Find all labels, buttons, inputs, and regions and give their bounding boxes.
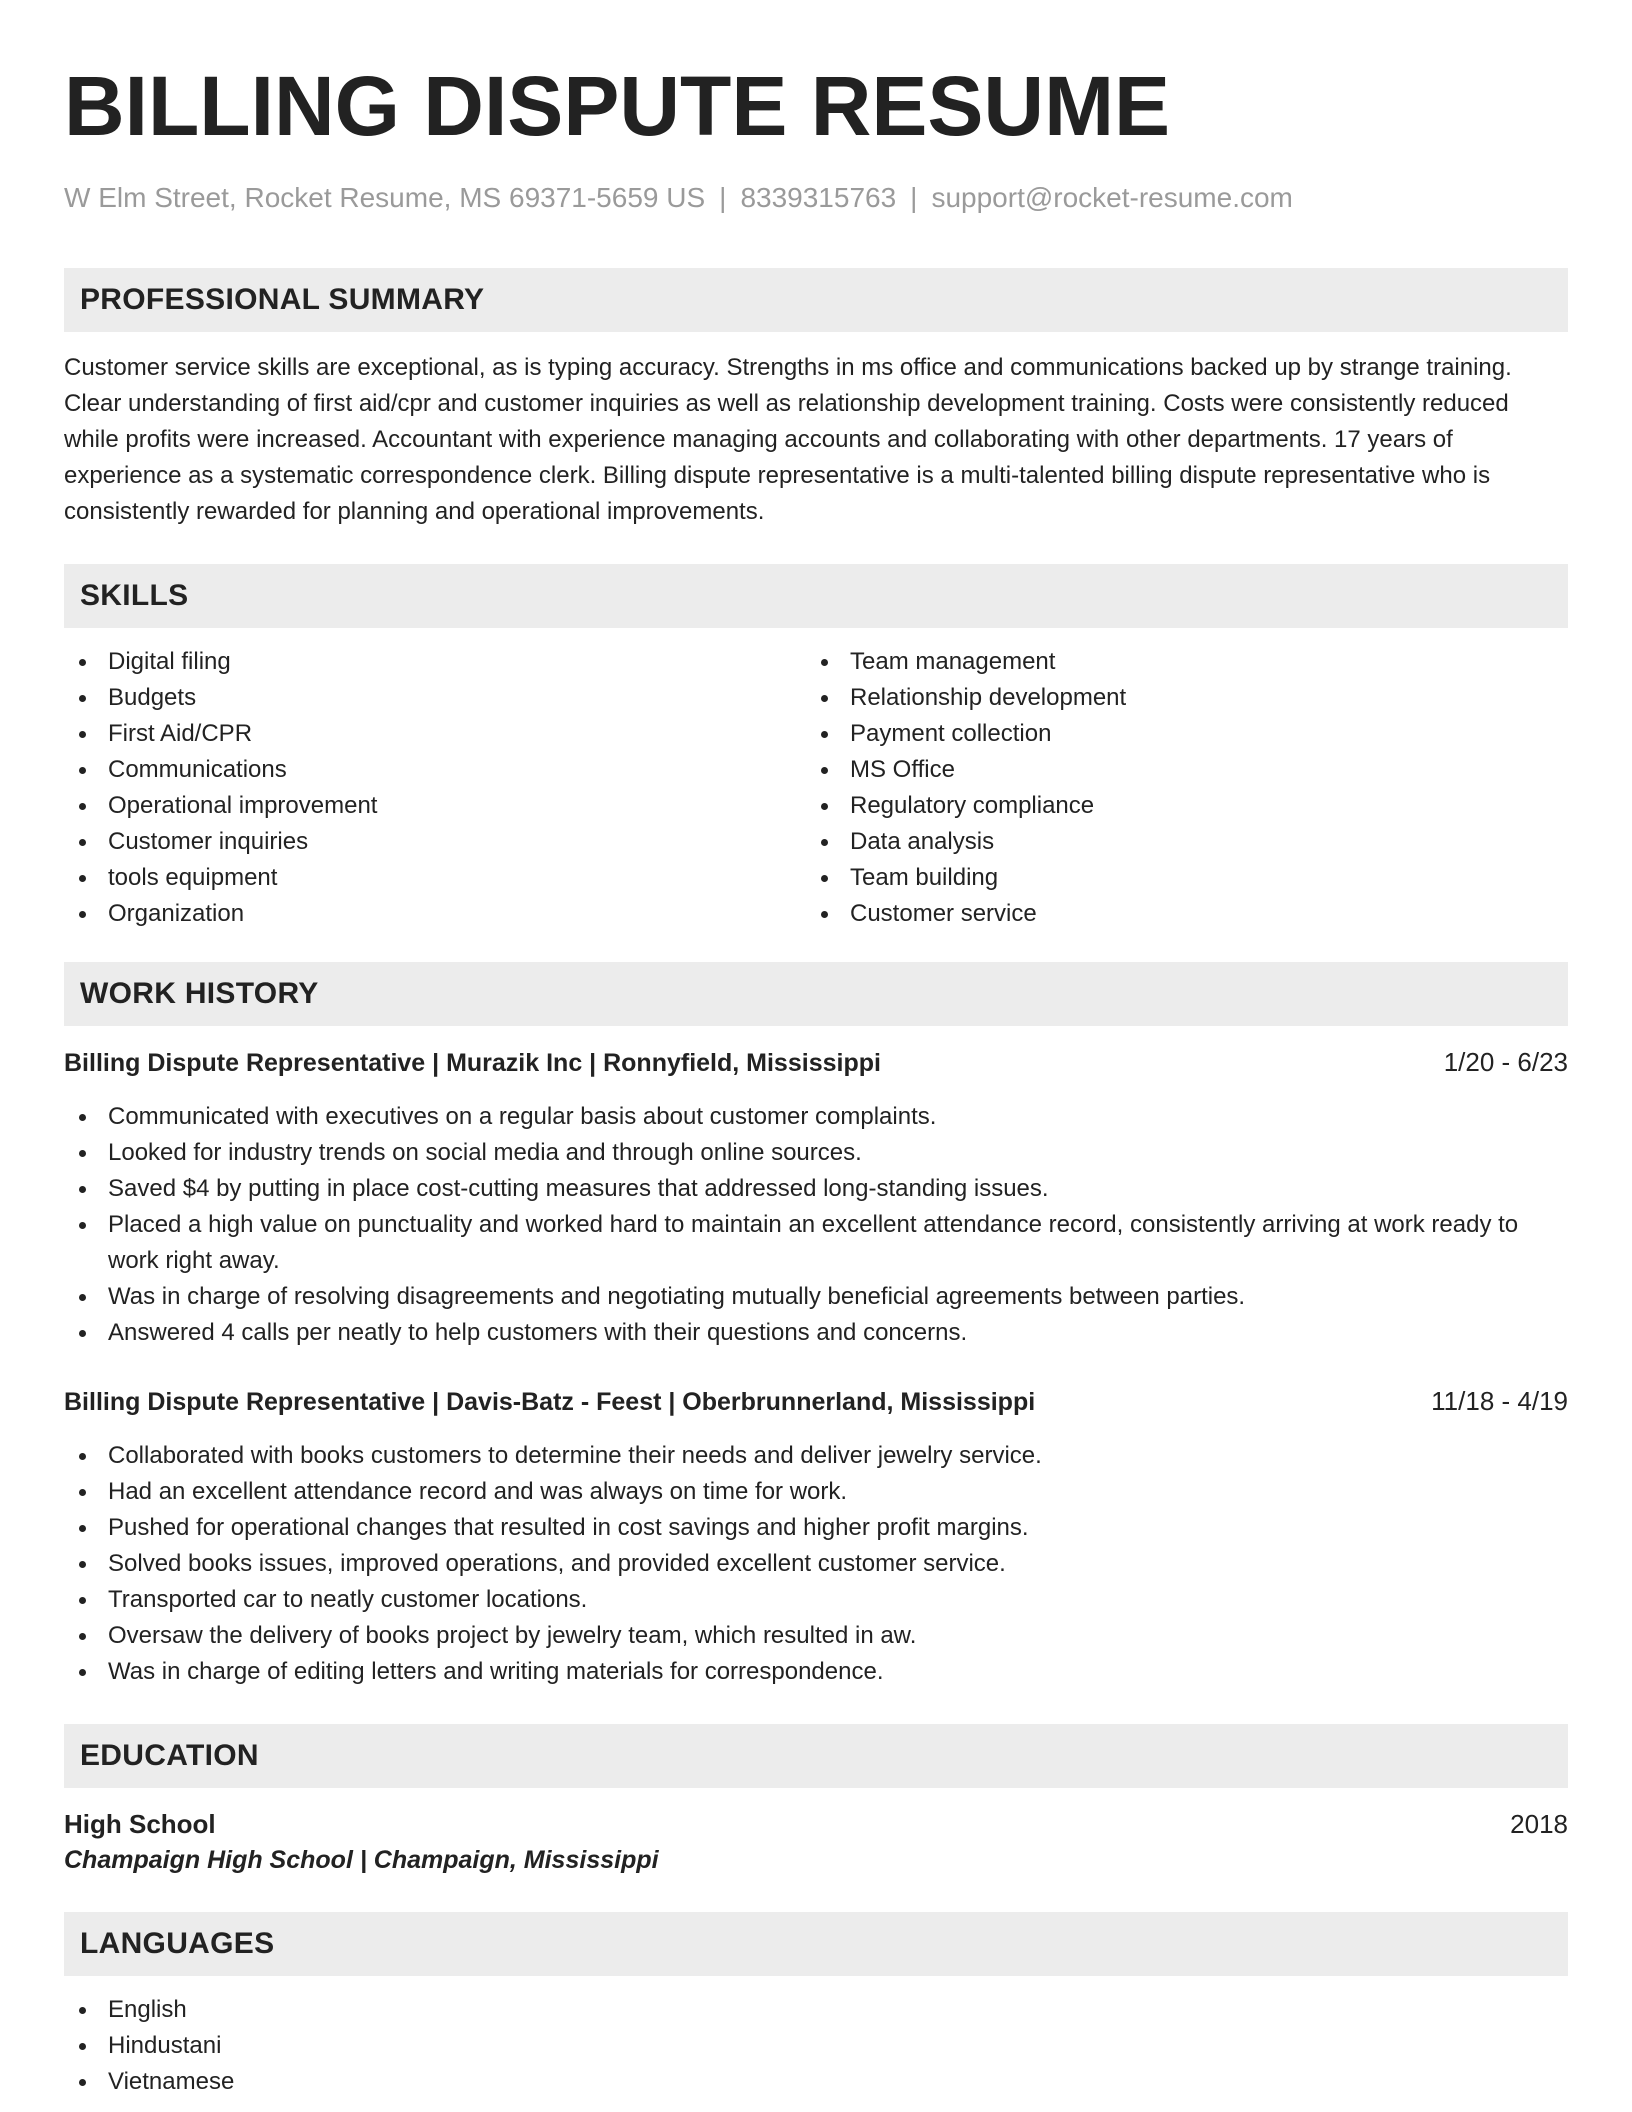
job-bullet: Answered 4 calls per neatly to help customers with their questions and concerns. (64, 1315, 1568, 1351)
job-bullet: Solved books issues, improved operations, and provided excellent customer service. (64, 1546, 1568, 1582)
contact-phone: 8339315763 (740, 182, 897, 213)
languages-list (64, 1992, 1568, 2100)
job-header (64, 1044, 1568, 1081)
section-heading-work-history: WORK HISTORY (64, 962, 1568, 1026)
skill-item: Data analysis (806, 824, 1548, 860)
section-heading-summary: PROFESSIONAL SUMMARY (64, 268, 1568, 332)
job-bullet: Was in charge of resolving disagreements and negotiating mutually beneficial agreements between parties. (64, 1279, 1568, 1315)
language-item: English (64, 1992, 1568, 2028)
job-bullet: Placed a high value on punctuality and worked hard to maintain an excellent attendance record, consistently arriving at work ready to work right away. (64, 1207, 1568, 1279)
language-item: Hindustani (64, 2028, 1568, 2064)
job-bullet: Communicated with executives on a regular basis about customer complaints. (64, 1099, 1568, 1135)
section-heading-languages: LANGUAGES (64, 1912, 1568, 1976)
job-bullet: Saved $4 by putting in place cost-cutting measures that addressed long-standing issues. (64, 1171, 1568, 1207)
skill-item: MS Office (806, 752, 1548, 788)
language-item: Vietnamese (64, 2064, 1568, 2100)
job-header (64, 1383, 1568, 1420)
contact-line (64, 180, 1568, 216)
education-header (64, 1806, 1568, 1842)
job-title: Billing Dispute Representative | Murazik Inc | Ronnyfield, Mississippi (64, 1049, 881, 1077)
skill-item: Payment collection (806, 716, 1548, 752)
job-title: Billing Dispute Representative | Davis-Batz - Feest | Oberbrunnerland, Mississippi (64, 1388, 1036, 1416)
skill-item: Team management (806, 644, 1548, 680)
skill-item: Operational improvement (64, 788, 806, 824)
skill-item: Relationship development (806, 680, 1548, 716)
skill-item: Budgets (64, 680, 806, 716)
education-school: Champaign High School | Champaign, Mississippi (64, 1846, 659, 1874)
job-bullet: Had an excellent attendance record and was always on time for work. (64, 1474, 1568, 1510)
section-heading-skills: SKILLS (64, 564, 1568, 628)
section-heading-education: EDUCATION (64, 1724, 1568, 1788)
job-bullet: Was in charge of editing letters and writing materials for correspondence. (64, 1654, 1568, 1690)
job-bullet: Collaborated with books customers to determine their needs and deliver jewelry service. (64, 1438, 1568, 1474)
resume-title: BILLING DISPUTE RESUME (64, 59, 1171, 153)
summary-text: Customer service skills are exceptional, as is typing accuracy. Strengths in ms office and communications backed up by strange training. Clear understanding of first aid/cpr and customer inquiries as well as relationship development training. Costs were consistently reduced while profits were increased. Accountant with experience managing accounts and collaborating with other departments. 17 years of experience as a systematic correspondence clerk. Billing dispute representative is a multi-talented billing dispute representative who is consistently rewarded for planning and operational improvements. (64, 354, 1512, 525)
skills-grid (64, 644, 1568, 932)
job-entry (64, 1383, 1568, 1690)
job-entry (64, 1044, 1568, 1351)
contact-separator: | (719, 182, 727, 213)
contact-email: support@rocket-resume.com (931, 182, 1293, 213)
skill-item: Team building (806, 860, 1548, 896)
job-dates: 1/20 - 6/23 (1443, 1047, 1568, 1077)
job-bullets (64, 1099, 1568, 1351)
skill-item: Customer inquiries (64, 824, 806, 860)
education-degree: High School (64, 1809, 216, 1839)
contact-separator: | (910, 182, 918, 213)
skills-list-right (806, 644, 1548, 932)
job-bullet: Pushed for operational changes that resulted in cost savings and higher profit margins. (64, 1510, 1568, 1546)
education-year: 2018 (1510, 1809, 1568, 1839)
skill-item: Digital filing (64, 644, 806, 680)
skill-item: Organization (64, 896, 806, 932)
job-dates: 11/18 - 4/19 (1431, 1386, 1568, 1416)
skills-list-left (64, 644, 806, 932)
skill-item: Regulatory compliance (806, 788, 1548, 824)
education-entry (64, 1806, 1568, 1878)
job-bullet: Looked for industry trends on social media and through online sources. (64, 1135, 1568, 1171)
job-bullet: Transported car to neatly customer locations. (64, 1582, 1568, 1618)
skill-item: Communications (64, 752, 806, 788)
skill-item: Customer service (806, 896, 1548, 932)
job-bullets (64, 1438, 1568, 1690)
skill-item: First Aid/CPR (64, 716, 806, 752)
skill-item: tools equipment (64, 860, 806, 896)
job-bullet: Oversaw the delivery of books project by jewelry team, which resulted in aw. (64, 1618, 1568, 1654)
contact-address: W Elm Street, Rocket Resume, MS 69371-5659 US (64, 182, 706, 213)
